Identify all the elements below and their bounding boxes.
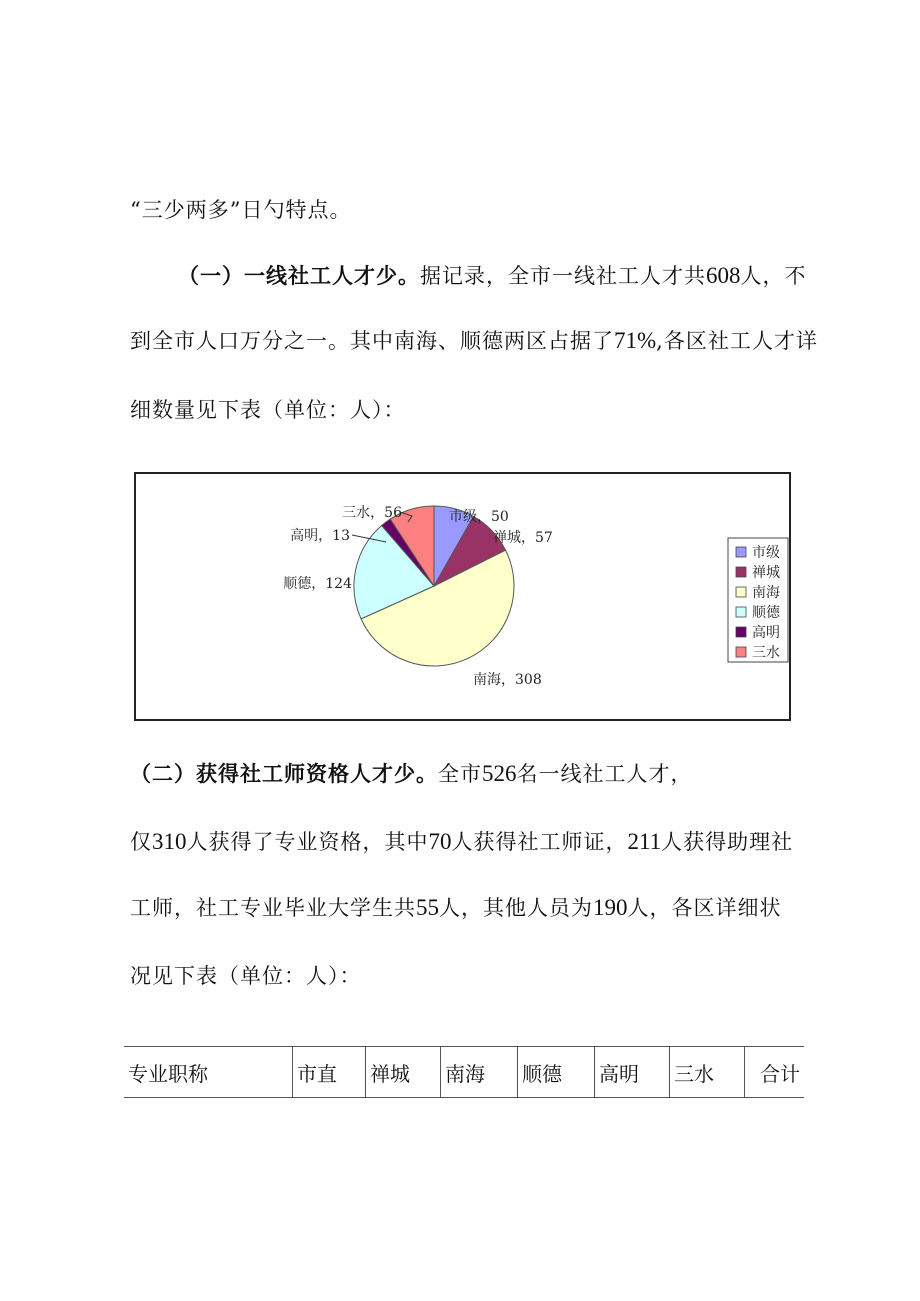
pie-label-三水: 三水，56: [342, 505, 402, 521]
qualification-table: [124, 1046, 804, 1098]
text: 人获得助理社: [661, 830, 794, 854]
para-2-line-4: 况见下表（单位：人）：: [130, 964, 362, 988]
text: 名一线社工人才，: [516, 762, 693, 786]
legend-label-禅城: 禅城: [752, 565, 780, 581]
header-cell: 市直: [293, 1047, 366, 1098]
number: 55: [416, 895, 439, 920]
number: 70: [428, 829, 452, 854]
text: ,各区社工人才详: [656, 329, 818, 353]
number: 190: [593, 895, 628, 920]
text: 到全市人口万分之一。其中南海、顺德两区占据了: [130, 329, 614, 353]
header-cell: 专业职称: [124, 1047, 293, 1098]
header-cell: 合计: [745, 1047, 805, 1098]
legend-swatch-高明: [736, 627, 746, 637]
header-cell: 高明: [595, 1047, 670, 1098]
pie-label-禅城: 禅城，57: [493, 530, 553, 546]
pie-label-顺德: 顺德，124: [283, 576, 352, 592]
legend-label-高明: 高明: [752, 625, 780, 641]
pie-label-高明: 高明，13: [290, 528, 350, 544]
number: 608: [706, 263, 741, 288]
pie-chart-frame: [134, 472, 791, 721]
para-2-line-1: [130, 760, 693, 788]
para-1-line-3: 细数量见下表（单位：人）：: [130, 398, 406, 422]
header-cell: 三水: [670, 1047, 745, 1098]
legend-swatch-三水: [736, 647, 746, 657]
number: 526: [482, 761, 517, 786]
pie-chart: [136, 474, 789, 719]
legend-swatch-南海: [736, 587, 746, 597]
section-1-heading: （一）一线社工人才少。: [178, 263, 420, 288]
section-2-heading: （二）获得社工师资格人才少。: [130, 761, 438, 786]
text: 人，各区详细状: [627, 896, 782, 920]
para-intro: “三少两多”日勺特点。: [130, 198, 352, 222]
para-2-line-3: [130, 894, 782, 922]
text: 人，其他人员为: [439, 896, 593, 920]
text: 人获得社工师证，: [451, 830, 628, 854]
number: 211: [627, 829, 662, 854]
para-2-line-2: [130, 828, 793, 856]
pie-label-市级: 市级，50: [449, 509, 509, 525]
number: 310: [152, 829, 187, 854]
legend-label-市级: 市级: [752, 545, 780, 561]
text: 仅: [130, 830, 152, 854]
legend-swatch-顺德: [736, 607, 746, 617]
legend-label-顺德: 顺德: [752, 605, 780, 621]
legend-swatch-禅城: [736, 567, 746, 577]
header-cell: 顺德: [518, 1047, 595, 1098]
text: 全市: [438, 762, 482, 786]
header-cell: 南海: [441, 1047, 518, 1098]
text: 人，不: [740, 264, 807, 288]
legend-swatch-市级: [736, 547, 746, 557]
pie-label-南海: 南海，308: [473, 672, 542, 688]
number: 71%: [614, 328, 657, 353]
text: 工师，社工专业毕业大学生共: [130, 896, 416, 920]
legend-label-南海: 南海: [752, 585, 780, 601]
para-1-line-1: [178, 262, 807, 290]
text: 据记录，全市一线社工人才共: [420, 264, 706, 288]
legend-label-三水: 三水: [752, 645, 780, 661]
para-1-line-2: [130, 327, 818, 355]
header-cell: 禅城: [366, 1047, 441, 1098]
text: 人获得了专业资格，其中: [186, 830, 429, 854]
table-header-row: [124, 1047, 804, 1098]
